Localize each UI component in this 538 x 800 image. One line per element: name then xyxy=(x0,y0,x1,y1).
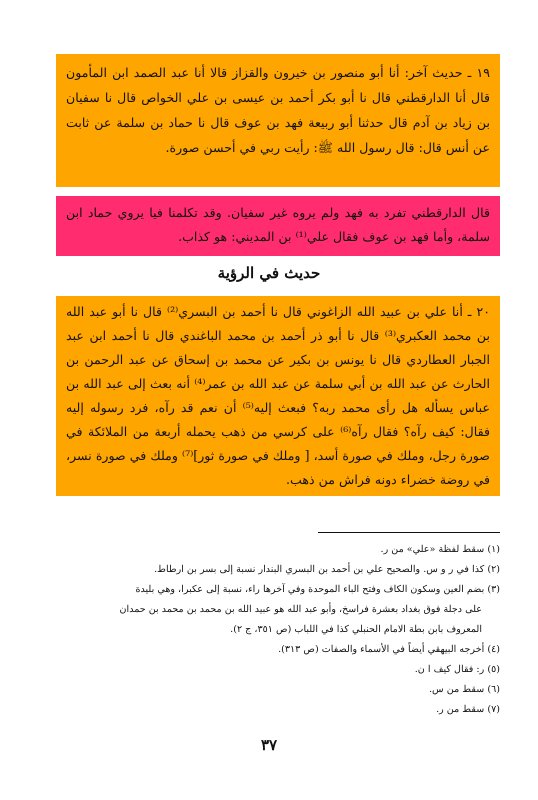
footnote-5: (٥) ر: فقال كيف ا ن. xyxy=(414,664,500,675)
footnote-separator xyxy=(318,532,500,533)
footnote-7: (٧) سقط من ر. xyxy=(436,704,500,715)
section-title: حديث في الرؤية xyxy=(217,264,321,282)
page-number: ٣٧ xyxy=(260,736,278,754)
footnote-6: (٦) سقط من س. xyxy=(429,684,500,695)
hadith-19-paragraph: ١٩ ـ حديث آخر: أنا أبو منصور بن خيرون والقزاز قالا أنا عبد الصمد ابن المأمون قال أنا الدارقطني قال نا أبو بكر أحمد بن عيسى بن علي الخواص قال نا سفيان بن زياد بن آدم قال حدثنا أبو ربيعة فهد بن عوف قال نا حماد بن سلمة عن ثابت عن أنس قال: قال رسول الله ﷺ: رأيت ربي في أحسن صورة. xyxy=(56,54,500,187)
footnote-3-continued: على دجلة فوق بغداد بعشرة فراسخ، وأبو عبد الله هو عبيد الله بن محمد بن محمد بن حمدان xyxy=(119,604,482,615)
footnote-1: (١) سقط لفظة «علي» من ر. xyxy=(380,544,500,555)
footnote-2: (٢) كذا في ر و س. والصحيح علي بن أحمد بن البسري البندار نسبة إلى بسر بن ارطاط. xyxy=(154,564,500,575)
footnote-4: (٤) أخرجه البيهقي أيضاً في الأسماء والصفات (ص ٣١٣). xyxy=(278,644,500,655)
footnote-3-continued-2: المعروف بابن بطة الامام الحنبلي كذا في اللباب (ص ٣٥١، ج ٢). xyxy=(230,624,482,635)
hadith-19-commentary: قال الدارقطني تفرد به فهد ولم يروه غير سفيان. وقد تكلمنا فيا يروي حماد ابن سلمة، وأما فهد بن عوف فقال علي⁽¹⁾ بن المديني: هو كذاب. xyxy=(56,196,500,256)
footnote-3: (٣) بضم العين وسكون الكاف وفتح الباء الموحدة وفي آخرها راء، نسبة إلى عكبرا، وهي بليدة xyxy=(135,584,500,595)
footnotes xyxy=(40,540,500,720)
hadith-20-paragraph: ٢٠ ـ أنا علي بن عبيد الله الزاغوني قال نا أحمد بن البسري⁽²⁾ قال نا أبو عبد الله بن محمد العكبري⁽³⁾ قال نا أبو ذر أحمد بن محمد الباغندي قال نا أحمد ابن عبد الجبار العطاردي قال نا يونس بن بكير عن محمد بن إسحاق عن عبد الرحمن بن الحارث عن عبد الله بن أبي سلمة عن عبد الله بن عمر⁽⁴⁾ أنه بعث إلى عبد الله بن عباس يسأله هل رأى محمد ربه؟ فبعث إليه⁽⁵⁾ أن نعم قد رآه، فرد رسوله إليه فقال: كيف رآه؟ فقال رآه⁽⁶⁾ على كرسي من ذهب يحمله أربعة من الملائكة في صورة رجل، وملك في صورة أسد، [ وملك في صورة ثور]⁽⁷⁾ وملك في صورة نسر، في روضة خضراء دونه فراش من ذهب. xyxy=(56,296,500,496)
